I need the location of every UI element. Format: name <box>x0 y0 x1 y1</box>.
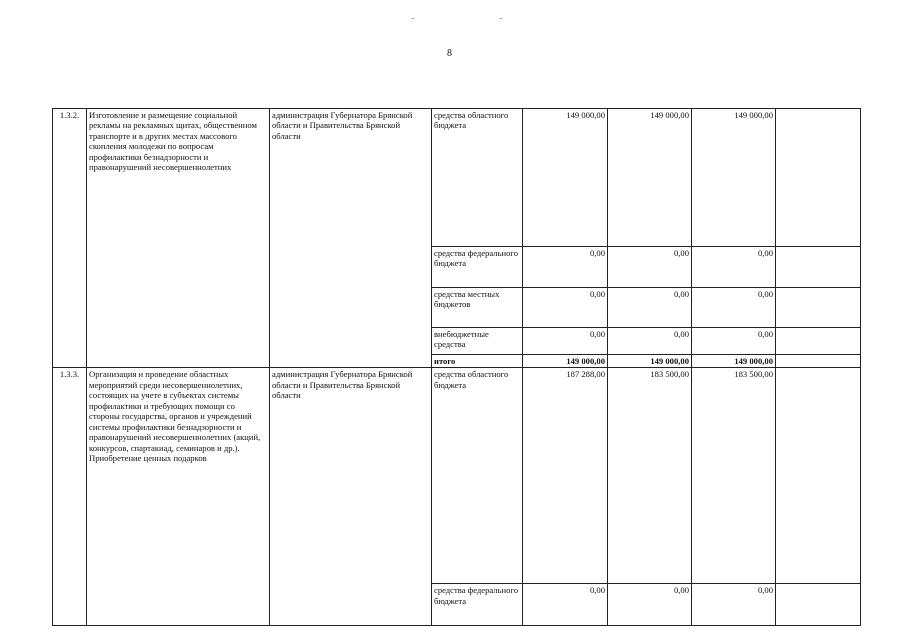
total-amount: 149 000,00 <box>523 355 608 368</box>
activity-description: Изготовление и размещение социальной рекламы на рекламных щитах, общественном транспорте и в других местах массового скопления молодежи по вопросам профилактики безнадзорности и правонарушений несовершеннолетних <box>87 109 270 368</box>
executor-cell: администрация Губернатора Брянской области и Правительства Брянской области <box>270 109 432 368</box>
amount-cell: 187 288,00 <box>523 368 608 584</box>
amount-cell: 0,00 <box>523 288 608 328</box>
page-number: 8 <box>447 48 452 59</box>
amount-cell: 0,00 <box>692 288 776 328</box>
empty-cell <box>776 328 861 355</box>
amount-cell: 0,00 <box>608 247 692 288</box>
amount-cell: 149 000,00 <box>523 109 608 247</box>
amount-cell: 0,00 <box>692 584 776 626</box>
total-amount: 149 000,00 <box>608 355 692 368</box>
empty-cell <box>776 288 861 328</box>
empty-cell <box>776 109 861 247</box>
amount-cell: 149 000,00 <box>608 109 692 247</box>
amount-cell: 0,00 <box>608 288 692 328</box>
amount-cell: 0,00 <box>523 328 608 355</box>
scan-artifact <box>500 18 502 19</box>
row-code: 1.3.3. <box>53 368 87 626</box>
empty-cell <box>776 584 861 626</box>
row-code: 1.3.2. <box>53 109 87 368</box>
amount-cell: 183 500,00 <box>692 368 776 584</box>
activity-description: Организация и проведение областных мероприятий среди несовершеннолетних, состоящих на учете в субъектах системы профилактики и требующих помощи со стороны государства, органов и учреждений системы профилактики безнадзорности и правонарушений несовершеннолетних (акций, конкурсов, спартакиад, семинаров и др.). Приобретение ценных подарков <box>87 368 270 626</box>
funding-source: средства федерального бюджета <box>432 584 523 626</box>
table-row <box>53 368 861 584</box>
amount-cell: 0,00 <box>608 584 692 626</box>
amount-cell: 0,00 <box>692 247 776 288</box>
amount-cell: 149 000,00 <box>692 109 776 247</box>
amount-cell: 0,00 <box>523 584 608 626</box>
empty-cell <box>776 355 861 368</box>
funding-source: средства областного бюджета <box>432 368 523 584</box>
table-row <box>53 109 861 247</box>
funding-source: средства местных бюджетов <box>432 288 523 328</box>
amount-cell: 0,00 <box>523 247 608 288</box>
budget-table <box>52 108 861 626</box>
empty-cell <box>776 368 861 584</box>
scan-artifact <box>412 18 414 19</box>
amount-cell: 0,00 <box>608 328 692 355</box>
funding-source: внебюджетные средства <box>432 328 523 355</box>
executor-cell: администрация Губернатора Брянской области и Правительства Брянской области <box>270 368 432 626</box>
funding-source: средства областного бюджета <box>432 109 523 247</box>
funding-source: средства федерального бюджета <box>432 247 523 288</box>
empty-cell <box>776 247 861 288</box>
total-label: итого <box>432 355 523 368</box>
amount-cell: 183 500,00 <box>608 368 692 584</box>
amount-cell: 0,00 <box>692 328 776 355</box>
total-amount: 149 000,00 <box>692 355 776 368</box>
